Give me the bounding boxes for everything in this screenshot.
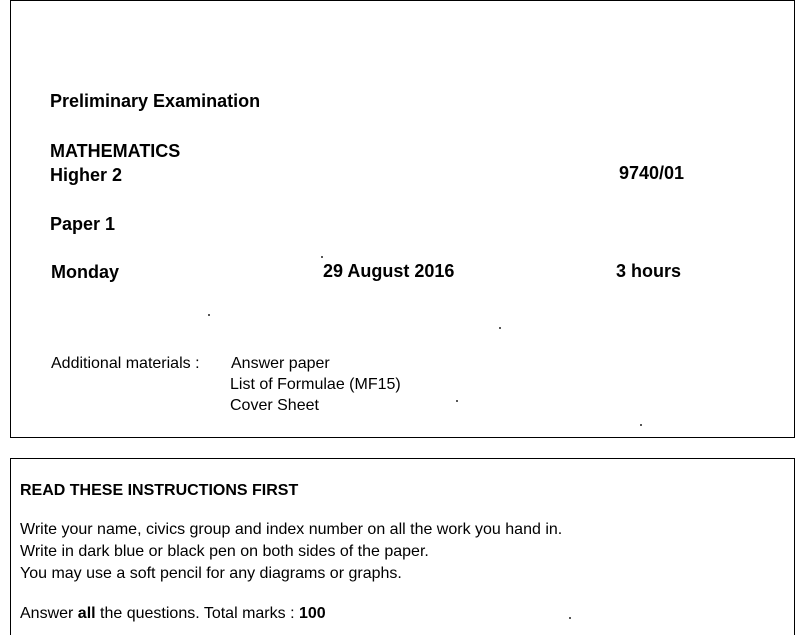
exam-day: Monday [51, 262, 120, 282]
materials-label: Additional materials : [51, 355, 200, 372]
scan-speck [640, 424, 642, 426]
paper-number: Paper 1 [50, 214, 116, 234]
scan-speck [569, 617, 571, 619]
material-item: List of Formulae (MF15) [230, 376, 401, 393]
material-item: Answer paper [231, 355, 330, 372]
instructions-heading: READ THESE INSTRUCTIONS FIRST [20, 482, 299, 499]
instruction-line: Write your name, civics group and index number on all the work you hand in. [20, 521, 563, 538]
scan-speck [321, 256, 323, 258]
total-marks-line: Answer all the questions. Total marks : 100 [20, 605, 326, 622]
instruction-line: You may use a soft pencil for any diagrams or graphs. [20, 565, 402, 582]
instruction-line: Write in dark blue or black pen on both sides of the paper. [20, 543, 429, 560]
subject-title: MATHEMATICS [50, 141, 181, 161]
scan-speck [499, 327, 501, 329]
exam-title: Preliminary Examination [50, 91, 261, 111]
scan-speck [456, 400, 458, 402]
cover-details-box [10, 0, 795, 438]
subject-level: Higher 2 [50, 165, 123, 185]
paper-code: 9740/01 [619, 163, 685, 183]
exam-date: 29 August 2016 [323, 261, 455, 281]
answer-all-emphasis: all [77, 605, 96, 622]
scan-speck [208, 314, 210, 316]
exam-duration: 3 hours [616, 261, 682, 281]
material-item: Cover Sheet [230, 397, 319, 414]
total-marks-value: 100 [298, 605, 326, 622]
